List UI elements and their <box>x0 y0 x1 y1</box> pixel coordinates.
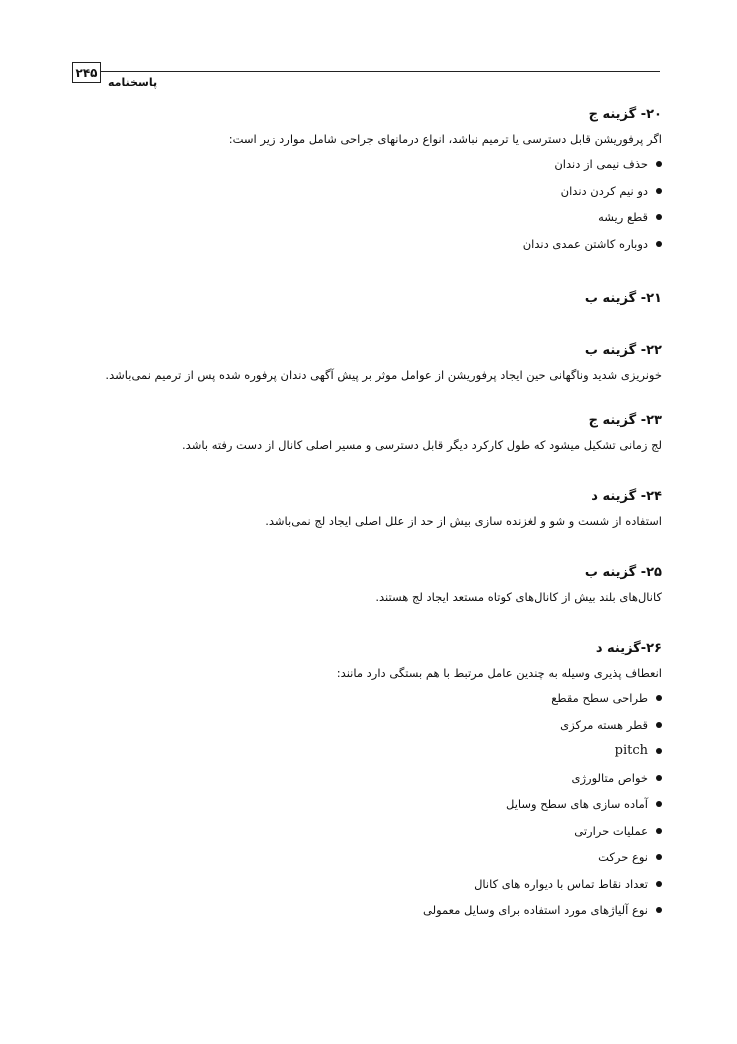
question-title: ۲۴- گزینه د <box>591 489 662 504</box>
list-item: خواص متالورژی <box>72 765 662 792</box>
list-item: دوباره کاشتن عمدی دندان <box>72 231 662 258</box>
page-number: ۲۴۵ <box>72 62 101 83</box>
list-item: آماده سازی های سطح وسایل <box>72 791 662 818</box>
question-26 <box>72 639 662 924</box>
question-25 <box>72 563 662 609</box>
question-title: ۲۱- گزینه ب <box>584 291 662 306</box>
question-body: خونریزی شدید وناگهانی حین ایجاد پرفوریشن از عوامل موثر بر پیش آگهی دندان پرفوره شده پس از ترمیم نمی‌باشد. <box>105 368 662 382</box>
question-title: ۲۳- گزینه ج <box>588 413 662 428</box>
list-item: نوع حرکت <box>72 844 662 871</box>
question-body: استفاده از شست و شو و لغزنده سازی بیش از حد از علل اصلی ایجاد لج نمی‌باشد. <box>265 514 662 528</box>
list-item: عملیات حرارتی <box>72 818 662 845</box>
question-20 <box>72 105 662 257</box>
answer-content <box>72 100 662 924</box>
question-24 <box>72 487 662 533</box>
flexibility-factors-list <box>72 685 662 924</box>
list-item: قطر هسته مرکزی <box>72 712 662 739</box>
question-title: ۲۰- گزینه ج <box>588 107 662 122</box>
question-body: اگر پرفوریشن قابل دسترسی یا ترمیم نباشد، انواع درمانهای جراحی شامل موارد زیر است: <box>228 132 662 146</box>
question-title: ۲۵- گزینه ب <box>584 565 662 580</box>
question-22 <box>72 341 662 387</box>
running-title: پاسخنامه <box>108 76 158 89</box>
question-title: ۲۶-گزینه د <box>595 641 662 656</box>
page-header <box>72 62 660 92</box>
question-23 <box>72 411 662 457</box>
list-item: دو نیم کردن دندان <box>72 178 662 205</box>
question-21 <box>72 289 662 309</box>
question-body: کانال‌های بلند بیش از کانال‌های کوتاه مستعد ایجاد لج هستند. <box>375 590 662 604</box>
question-body: لج زمانی تشکیل میشود که طول کارکرد دیگر قابل دسترسی و مسیر اصلی کانال از دست رفته باشد. <box>182 438 662 452</box>
question-body: انعطاف پذیری وسیله به چندین عامل مرتبط با هم بستگی دارد مانند: <box>336 666 662 680</box>
list-item: قطع ریشه <box>72 204 662 231</box>
list-item: حذف نیمی از دندان <box>72 151 662 178</box>
treatment-list <box>72 151 662 257</box>
list-item: نوع آلیاژهای مورد استفاده برای وسایل معمولی <box>72 897 662 924</box>
header-rule <box>99 71 660 72</box>
question-title: ۲۲- گزینه ب <box>584 343 662 358</box>
list-item: طراحی سطح مقطع <box>72 685 662 712</box>
list-item: pitch <box>72 738 662 765</box>
list-item: تعداد نقاط تماس با دیواره های کانال <box>72 871 662 898</box>
